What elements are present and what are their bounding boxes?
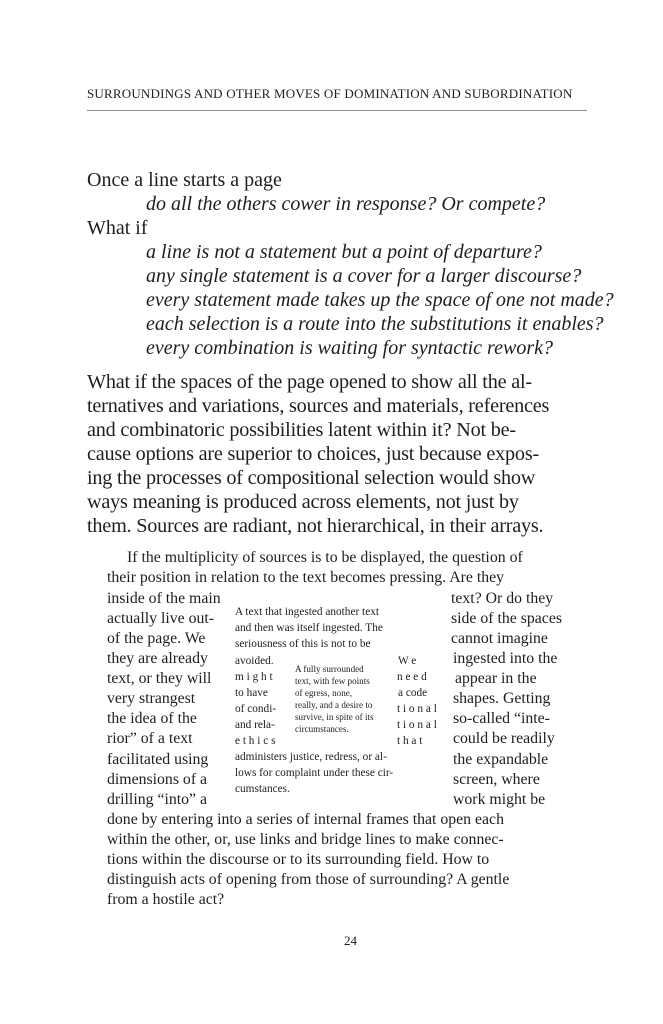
middle-text-line: seriousness of this is not to be (235, 638, 371, 650)
outer-text-line: from a hostile act? (107, 891, 225, 908)
paragraph-line: them. Sources are radiant, not hierarchical, in their arrays. (87, 515, 544, 537)
inner-text-line: survive, in spite of its (295, 712, 374, 722)
outer-right-line: so-called “inte- (453, 710, 550, 727)
middle-left-line: m i g h t (235, 671, 273, 683)
page-number: 24 (344, 933, 357, 948)
outer-right-line: text? Or do they (451, 590, 554, 607)
middle-left-line: avoided. (235, 655, 274, 667)
paragraph-line: cause options are superior to choices, just because expos- (87, 443, 540, 465)
middle-left-line: to have (235, 687, 268, 699)
middle-text-line: cumstances. (235, 783, 290, 795)
paragraph-line: ing the processes of compositional selection would show (87, 467, 536, 489)
outer-text-line: their position in relation to the text becomes pressing. Are they (107, 569, 505, 586)
outer-left-line: drilling “into” a (107, 791, 208, 808)
middle-left-line: e t h i c s (235, 735, 276, 747)
poem-line: any single statement is a cover for a larger discourse? (146, 265, 582, 287)
paragraph-line: and combinatoric possibilities latent within it? Not be- (87, 419, 516, 441)
outer-left-line: text, or they will (107, 670, 212, 687)
outer-left-line: dimensions of a (107, 771, 208, 788)
middle-text-line: lows for complaint under these cir- (235, 767, 394, 779)
outer-left-line: of the page. We (107, 630, 206, 647)
running-header: SURROUNDINGS AND OTHER MOVES OF DOMINATION AND SUBORDINATION (87, 86, 573, 101)
outer-text-line: tions within the discourse or to its surrounding field. How to (107, 851, 490, 868)
inner-text-line: text, with few points (295, 676, 370, 686)
middle-text-line: and then was itself ingested. The (235, 622, 383, 634)
header-rule (87, 110, 587, 111)
outer-left-line: actually live out- (107, 610, 215, 627)
middle-text-line: administers justice, redress, or al- (235, 751, 387, 763)
outer-text-line: If the multiplicity of sources is to be displayed, the question of (127, 549, 523, 566)
outer-left-line: the idea of the (107, 710, 197, 727)
outer-right-line: ingested into the (453, 650, 558, 667)
outer-text-line: distinguish acts of opening from those of surrounding? A gentle (107, 871, 510, 888)
paragraph-line: ternatives and variations, sources and materials, references (87, 395, 550, 417)
middle-right-line: t i o n a l (397, 703, 437, 715)
middle-right-line: t i o n a l (397, 719, 437, 731)
outer-text-line: done by entering into a series of internal frames that open each (107, 811, 504, 828)
poem-line: Once a line starts a page (87, 169, 282, 191)
poem-line: every combination is waiting for syntactic rework? (146, 337, 553, 359)
middle-left-line: of condi- (235, 703, 277, 715)
middle-left-line: and rela- (235, 719, 275, 731)
outer-right-line: shapes. Getting (453, 690, 551, 707)
paragraph-line: What if the spaces of the page opened to show all the al- (87, 371, 532, 393)
outer-right-line: the expandable (453, 751, 549, 768)
middle-right-line: W e (398, 655, 417, 667)
poem-line: each selection is a route into the substitutions it enables? (146, 313, 604, 335)
inner-text-line: really, and a desire to (295, 700, 373, 710)
outer-right-line: could be readily (453, 730, 555, 747)
outer-right-line: appear in the (455, 670, 537, 687)
outer-left-line: they are already (107, 650, 208, 667)
outer-right-line: work might be (453, 791, 546, 808)
poem-line: What if (87, 217, 148, 239)
middle-right-line: n e e d (397, 671, 427, 683)
outer-right-line: cannot imagine (451, 630, 548, 647)
outer-right-line: screen, where (453, 771, 540, 788)
outer-text-line: within the other, or, use links and bridge lines to make connec- (107, 831, 504, 848)
outer-right-line: side of the spaces (451, 610, 562, 627)
poem-line: every statement made takes up the space of one not made? (146, 289, 614, 311)
poem-line: a line is not a statement but a point of departure? (146, 241, 542, 263)
middle-right-line: t h a t (397, 735, 423, 747)
paragraph-line: ways meaning is produced across elements, not just by (87, 491, 519, 513)
inner-text-line: circumstances. (295, 724, 349, 734)
middle-right-line: a code (398, 687, 428, 699)
outer-left-line: inside of the main (107, 590, 221, 607)
inner-text-line: A fully surrounded (295, 664, 364, 674)
inner-text-line: of egress, none, (295, 688, 353, 698)
outer-left-line: rior” of a text (107, 730, 193, 747)
outer-left-line: very strangest (107, 690, 196, 707)
outer-left-line: facilitated using (107, 751, 209, 768)
middle-text-line: A text that ingested another text (235, 606, 379, 618)
poem-line: do all the others cower in response? Or compete? (146, 193, 546, 215)
